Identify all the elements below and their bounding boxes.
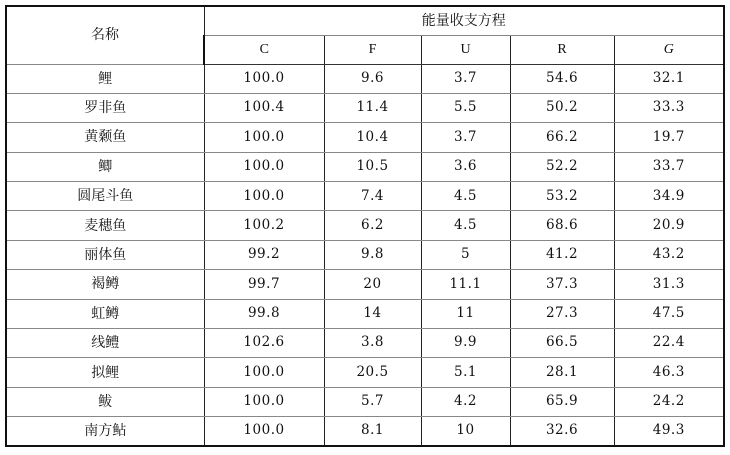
value-r: 50.2	[510, 93, 614, 122]
value-f: 11.4	[324, 93, 421, 122]
species-name: 线鳢	[6, 329, 204, 358]
table-row	[6, 358, 724, 387]
value-c: 99.8	[204, 299, 324, 328]
value-r: 66.2	[510, 123, 614, 152]
value-c: 99.7	[204, 270, 324, 299]
table-row	[6, 93, 724, 122]
table-row	[6, 270, 724, 299]
value-g: 46.3	[614, 358, 724, 387]
energy-budget-group-header: 能量收支方程	[204, 6, 724, 35]
value-r: 52.2	[510, 152, 614, 181]
value-f: 6.2	[324, 211, 421, 240]
value-r: 41.2	[510, 240, 614, 269]
species-name: 鲤	[6, 64, 204, 93]
value-g: 22.4	[614, 329, 724, 358]
value-c: 102.6	[204, 329, 324, 358]
value-u: 11	[421, 299, 510, 328]
value-c: 99.2	[204, 240, 324, 269]
value-u: 4.5	[421, 182, 510, 211]
value-r: 37.3	[510, 270, 614, 299]
species-name: 鲅	[6, 387, 204, 416]
value-r: 27.3	[510, 299, 614, 328]
table-body	[6, 64, 724, 446]
value-g: 24.2	[614, 387, 724, 416]
value-c: 100.4	[204, 93, 324, 122]
value-f: 5.7	[324, 387, 421, 416]
value-u: 4.2	[421, 387, 510, 416]
value-u: 5	[421, 240, 510, 269]
column-header-r: R	[510, 35, 614, 64]
table-row	[6, 182, 724, 211]
value-f: 20.5	[324, 358, 421, 387]
value-f: 8.1	[324, 417, 421, 446]
value-r: 65.9	[510, 387, 614, 416]
value-f: 10.4	[324, 123, 421, 152]
species-name: 虹鳟	[6, 299, 204, 328]
value-u: 5.1	[421, 358, 510, 387]
value-u: 3.6	[421, 152, 510, 181]
value-u: 11.1	[421, 270, 510, 299]
value-g: 34.9	[614, 182, 724, 211]
value-f: 3.8	[324, 329, 421, 358]
value-u: 10	[421, 417, 510, 446]
value-c: 100.0	[204, 358, 324, 387]
value-r: 53.2	[510, 182, 614, 211]
value-r: 66.5	[510, 329, 614, 358]
value-g: 19.7	[614, 123, 724, 152]
value-r: 68.6	[510, 211, 614, 240]
value-g: 43.2	[614, 240, 724, 269]
value-f: 10.5	[324, 152, 421, 181]
value-f: 14	[324, 299, 421, 328]
table-row	[6, 417, 724, 446]
value-g: 33.7	[614, 152, 724, 181]
species-name: 南方鲇	[6, 417, 204, 446]
value-f: 9.8	[324, 240, 421, 269]
table-row	[6, 64, 724, 93]
value-r: 28.1	[510, 358, 614, 387]
table-row	[6, 152, 724, 181]
species-name: 鲫	[6, 152, 204, 181]
value-g: 20.9	[614, 211, 724, 240]
species-name: 丽体鱼	[6, 240, 204, 269]
value-f: 7.4	[324, 182, 421, 211]
species-name: 圆尾斗鱼	[6, 182, 204, 211]
value-c: 100.0	[204, 123, 324, 152]
value-u: 5.5	[421, 93, 510, 122]
table-row	[6, 211, 724, 240]
table-row	[6, 240, 724, 269]
column-header-c: C	[204, 35, 324, 64]
value-u: 3.7	[421, 123, 510, 152]
species-name: 麦穗鱼	[6, 211, 204, 240]
value-g: 32.1	[614, 64, 724, 93]
value-c: 100.0	[204, 182, 324, 211]
column-header-g: G	[614, 35, 724, 64]
value-c: 100.0	[204, 152, 324, 181]
column-header-f: F	[324, 35, 421, 64]
value-c: 100.2	[204, 211, 324, 240]
value-f: 20	[324, 270, 421, 299]
value-g: 47.5	[614, 299, 724, 328]
species-name: 褐鳟	[6, 270, 204, 299]
value-u: 3.7	[421, 64, 510, 93]
value-g: 33.3	[614, 93, 724, 122]
species-name: 黄颡鱼	[6, 123, 204, 152]
species-name: 罗非鱼	[6, 93, 204, 122]
value-u: 4.5	[421, 211, 510, 240]
table-row	[6, 123, 724, 152]
value-u: 9.9	[421, 329, 510, 358]
value-c: 100.0	[204, 417, 324, 446]
value-r: 32.6	[510, 417, 614, 446]
table-row	[6, 329, 724, 358]
table-row	[6, 299, 724, 328]
value-g: 49.3	[614, 417, 724, 446]
name-column-header: 名称	[6, 6, 204, 64]
column-header-u: U	[421, 35, 510, 64]
species-name: 拟鲤	[6, 358, 204, 387]
value-f: 9.6	[324, 64, 421, 93]
table-row	[6, 387, 724, 416]
value-c: 100.0	[204, 387, 324, 416]
value-r: 54.6	[510, 64, 614, 93]
value-c: 100.0	[204, 64, 324, 93]
energy-budget-table	[5, 5, 725, 447]
value-g: 31.3	[614, 270, 724, 299]
